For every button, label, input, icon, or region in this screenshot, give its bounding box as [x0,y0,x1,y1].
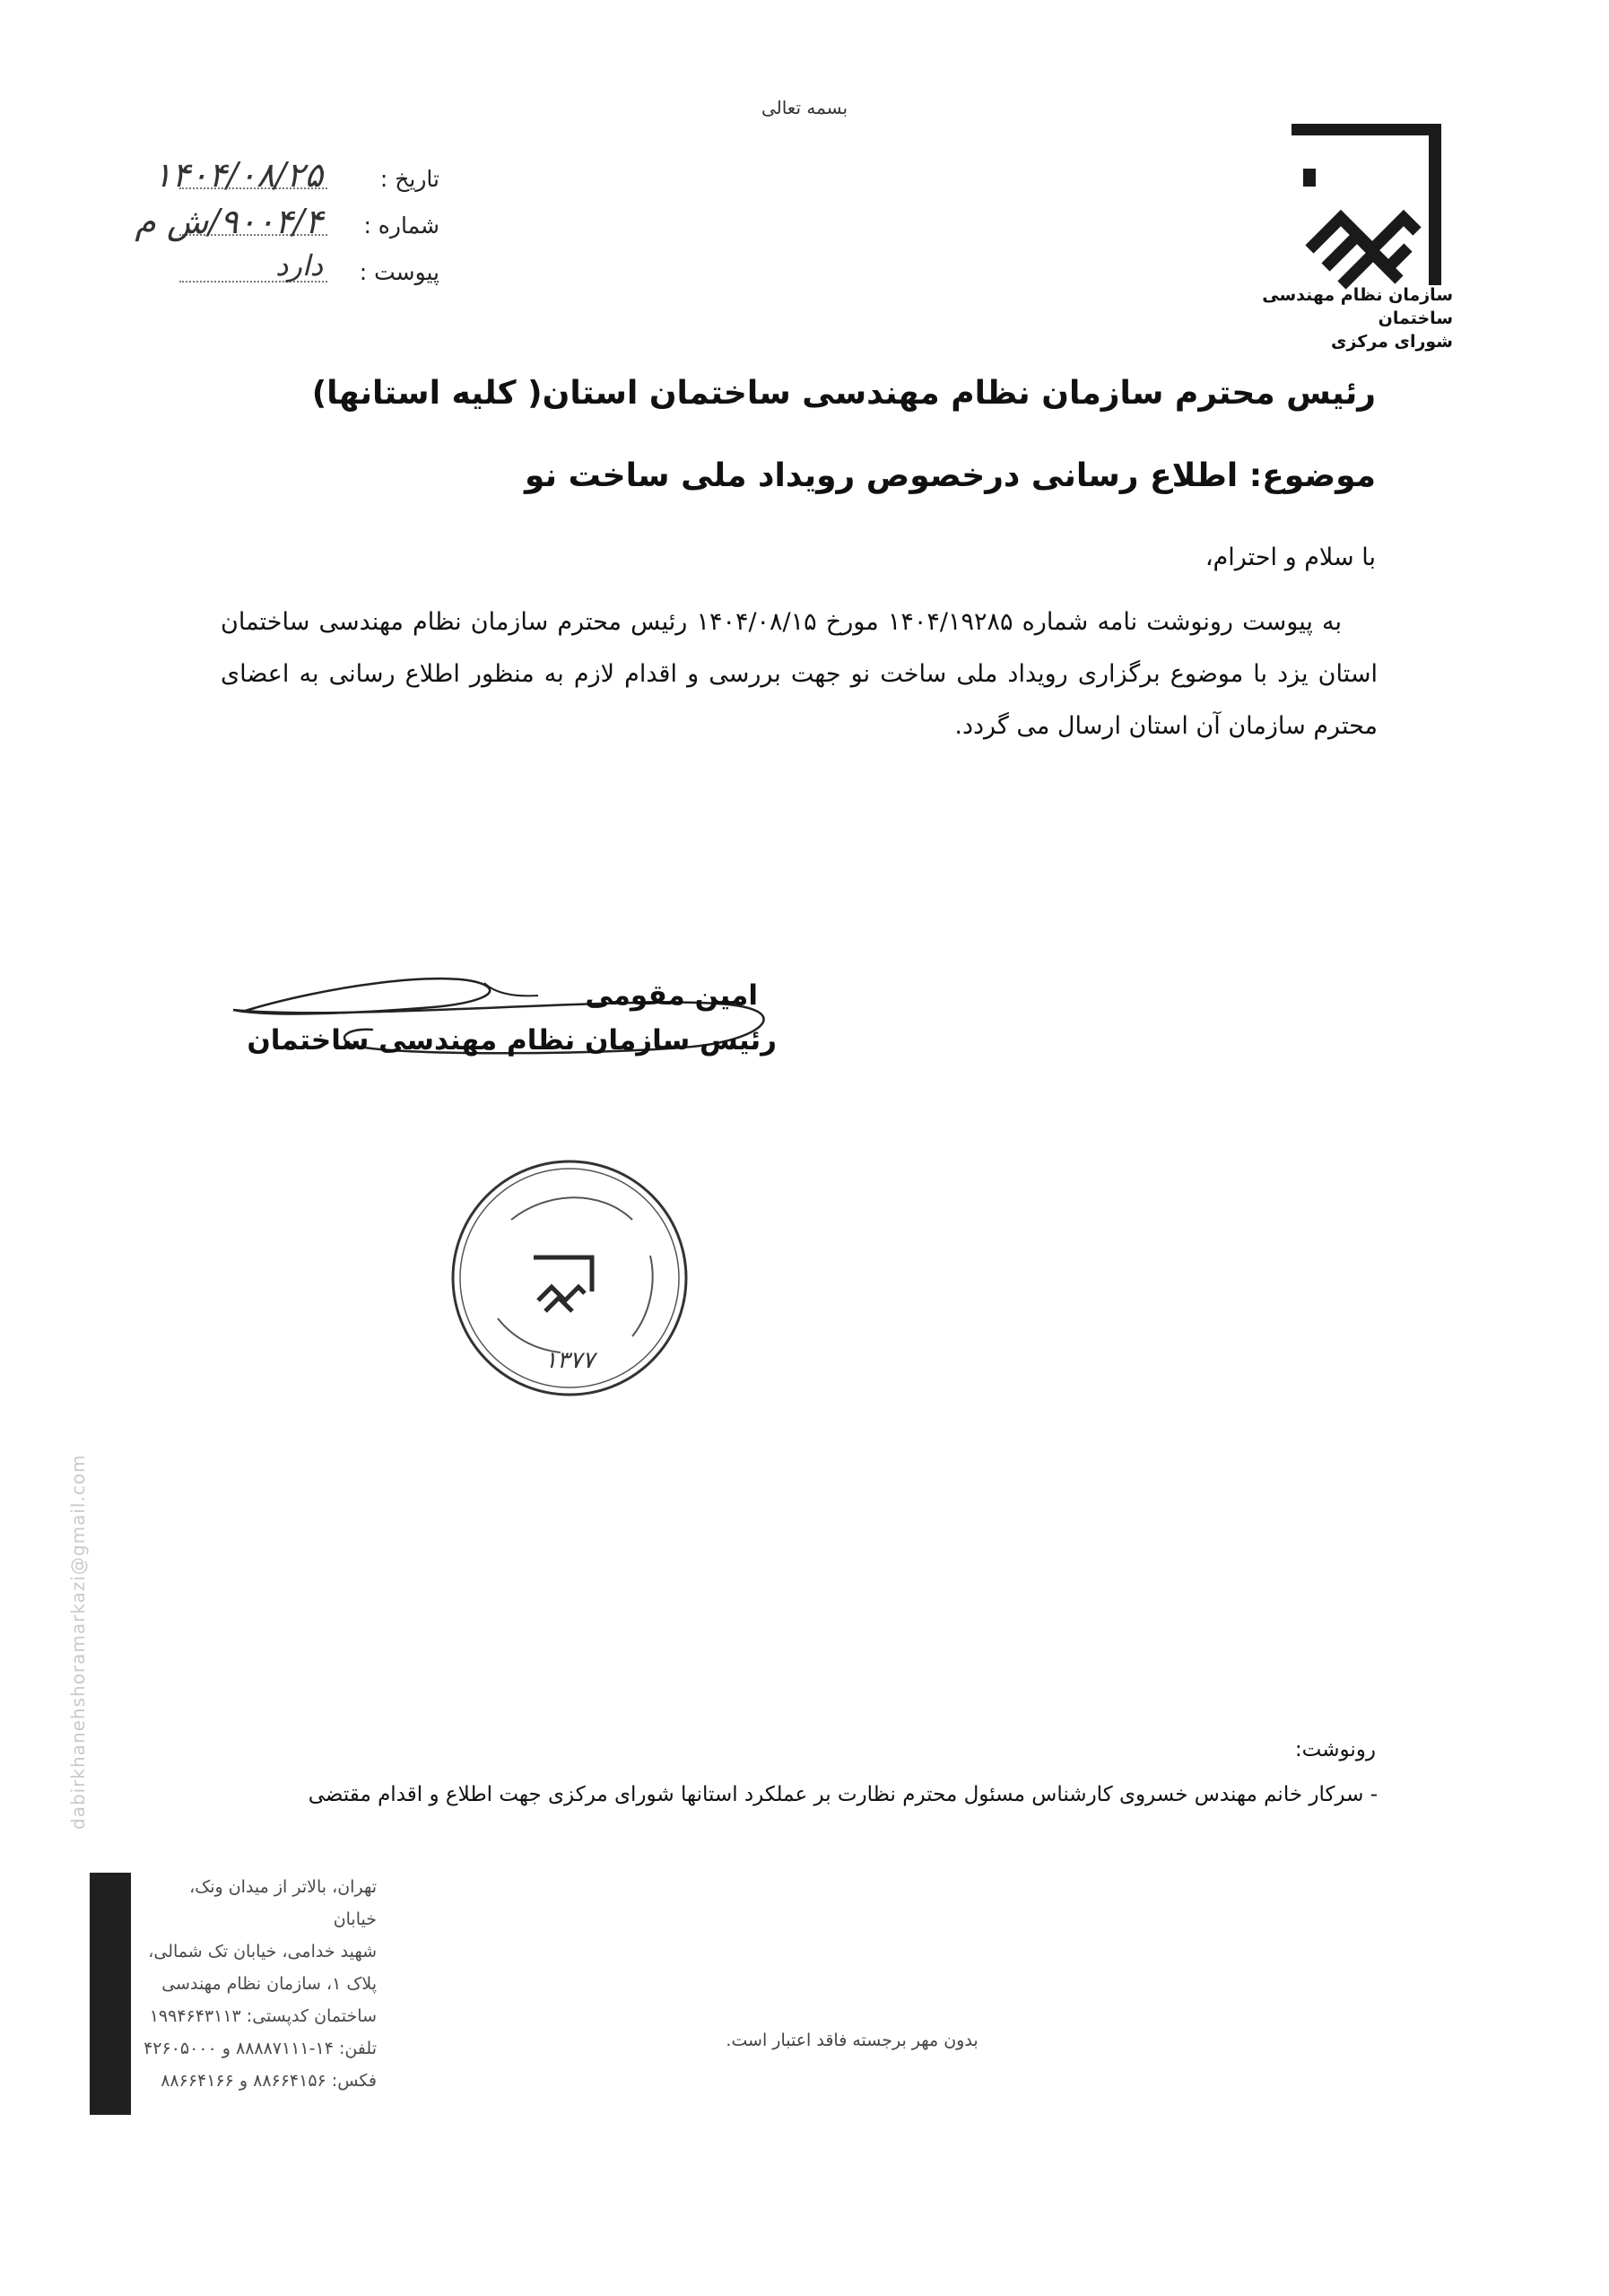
address-line: پلاک ۱، سازمان نظام مهندسی [161,1974,377,1994]
signer-title: رئیس سازمان نظام مهندسی ساختمان [247,1024,777,1057]
footer-address [144,1871,377,2097]
address-line: فکس: ۸۸۶۶۴۱۵۶ و ۸۸۶۶۴۱۶۶ [161,2071,377,2091]
signer-name: امین مقومی [585,979,758,1012]
attachment-label: پیوست : [359,259,439,285]
date-label: تاریخ : [379,166,439,192]
address-line: شهید خدامی، خیابان تک شمالی، [148,1942,377,1961]
address-line: ساختمان کدپستی: ۱۹۹۴۶۴۳۱۱۳ [149,2006,377,2026]
number-value: ۹۰۰۴/۴/ش م [135,202,323,241]
recipient-heading: رئیس محترم سازمان نظام مهندسی ساختمان استان( کلیه استانها) [311,375,1376,412]
salutation: با سلام و احترام، [1205,544,1376,571]
handwritten-signature [215,951,798,1076]
org-name-line2: شورای مرکزی [1331,332,1453,352]
seal-year: ۱۳۷۷ [544,1347,595,1374]
address-line: تلفن: ۱۴-۸۸۸۸۷۱۱۱ و ۴۲۶۰۵۰۰۰ [144,2039,377,2058]
subject-text: اطلاع رسانی درخصوص رویداد ملی ساخت نو [524,457,1239,494]
copies-line: - سرکار خانم مهندس خسروی کارشناس مسئول محترم نظارت بر عملکرد استانها شورای مرکزی جهت اطلاع و اقدام مقتضی [308,1783,1378,1806]
attachment-value: دارد [275,248,323,283]
attachment-row [72,248,439,300]
copies-title: رونوشت: [1294,1738,1376,1761]
org-name-line1: سازمان نظام مهندسی ساختمان [1262,285,1453,328]
bismillah-header: بسمه تعالی [761,97,848,118]
address-bar-decoration [90,1873,131,2115]
org-logo-icon [1274,124,1453,303]
org-name [1238,283,1453,353]
email-watermark: dabirkhanehshoramarkazi@gmail.com [67,1454,89,1830]
validity-note: بدون مهر برجسته فاقد اعتبار است. [726,2031,978,2050]
subject-line [120,457,1376,494]
number-label: شماره : [363,213,439,239]
signature-block [215,951,798,1076]
date-value: ۱۴۰۴/۰۸/۲۵ [153,155,323,195]
letter-body: به پیوست رونوشت نامه شماره ۱۴۰۴/۱۹۲۸۵ مورخ ۱۴۰۴/۰۸/۱۵ رئیس محترم سازمان نظام مهندسی ساختمان استان یزد با موضوع برگزاری رویداد ملی ساخت نو جهت بررسی و اقدام لازم به منظور اطلاع رسانی به اعضای محترم سازمان آن استان ارسال می گردد. [221,608,1378,740]
address-line: تهران، بالاتر از میدان ونک، خیابان [189,1877,377,1929]
letter-meta [72,155,439,309]
subject-label: موضوع: [1248,457,1376,494]
seal-text-layer [448,1157,691,1399]
number-row [72,202,439,254]
